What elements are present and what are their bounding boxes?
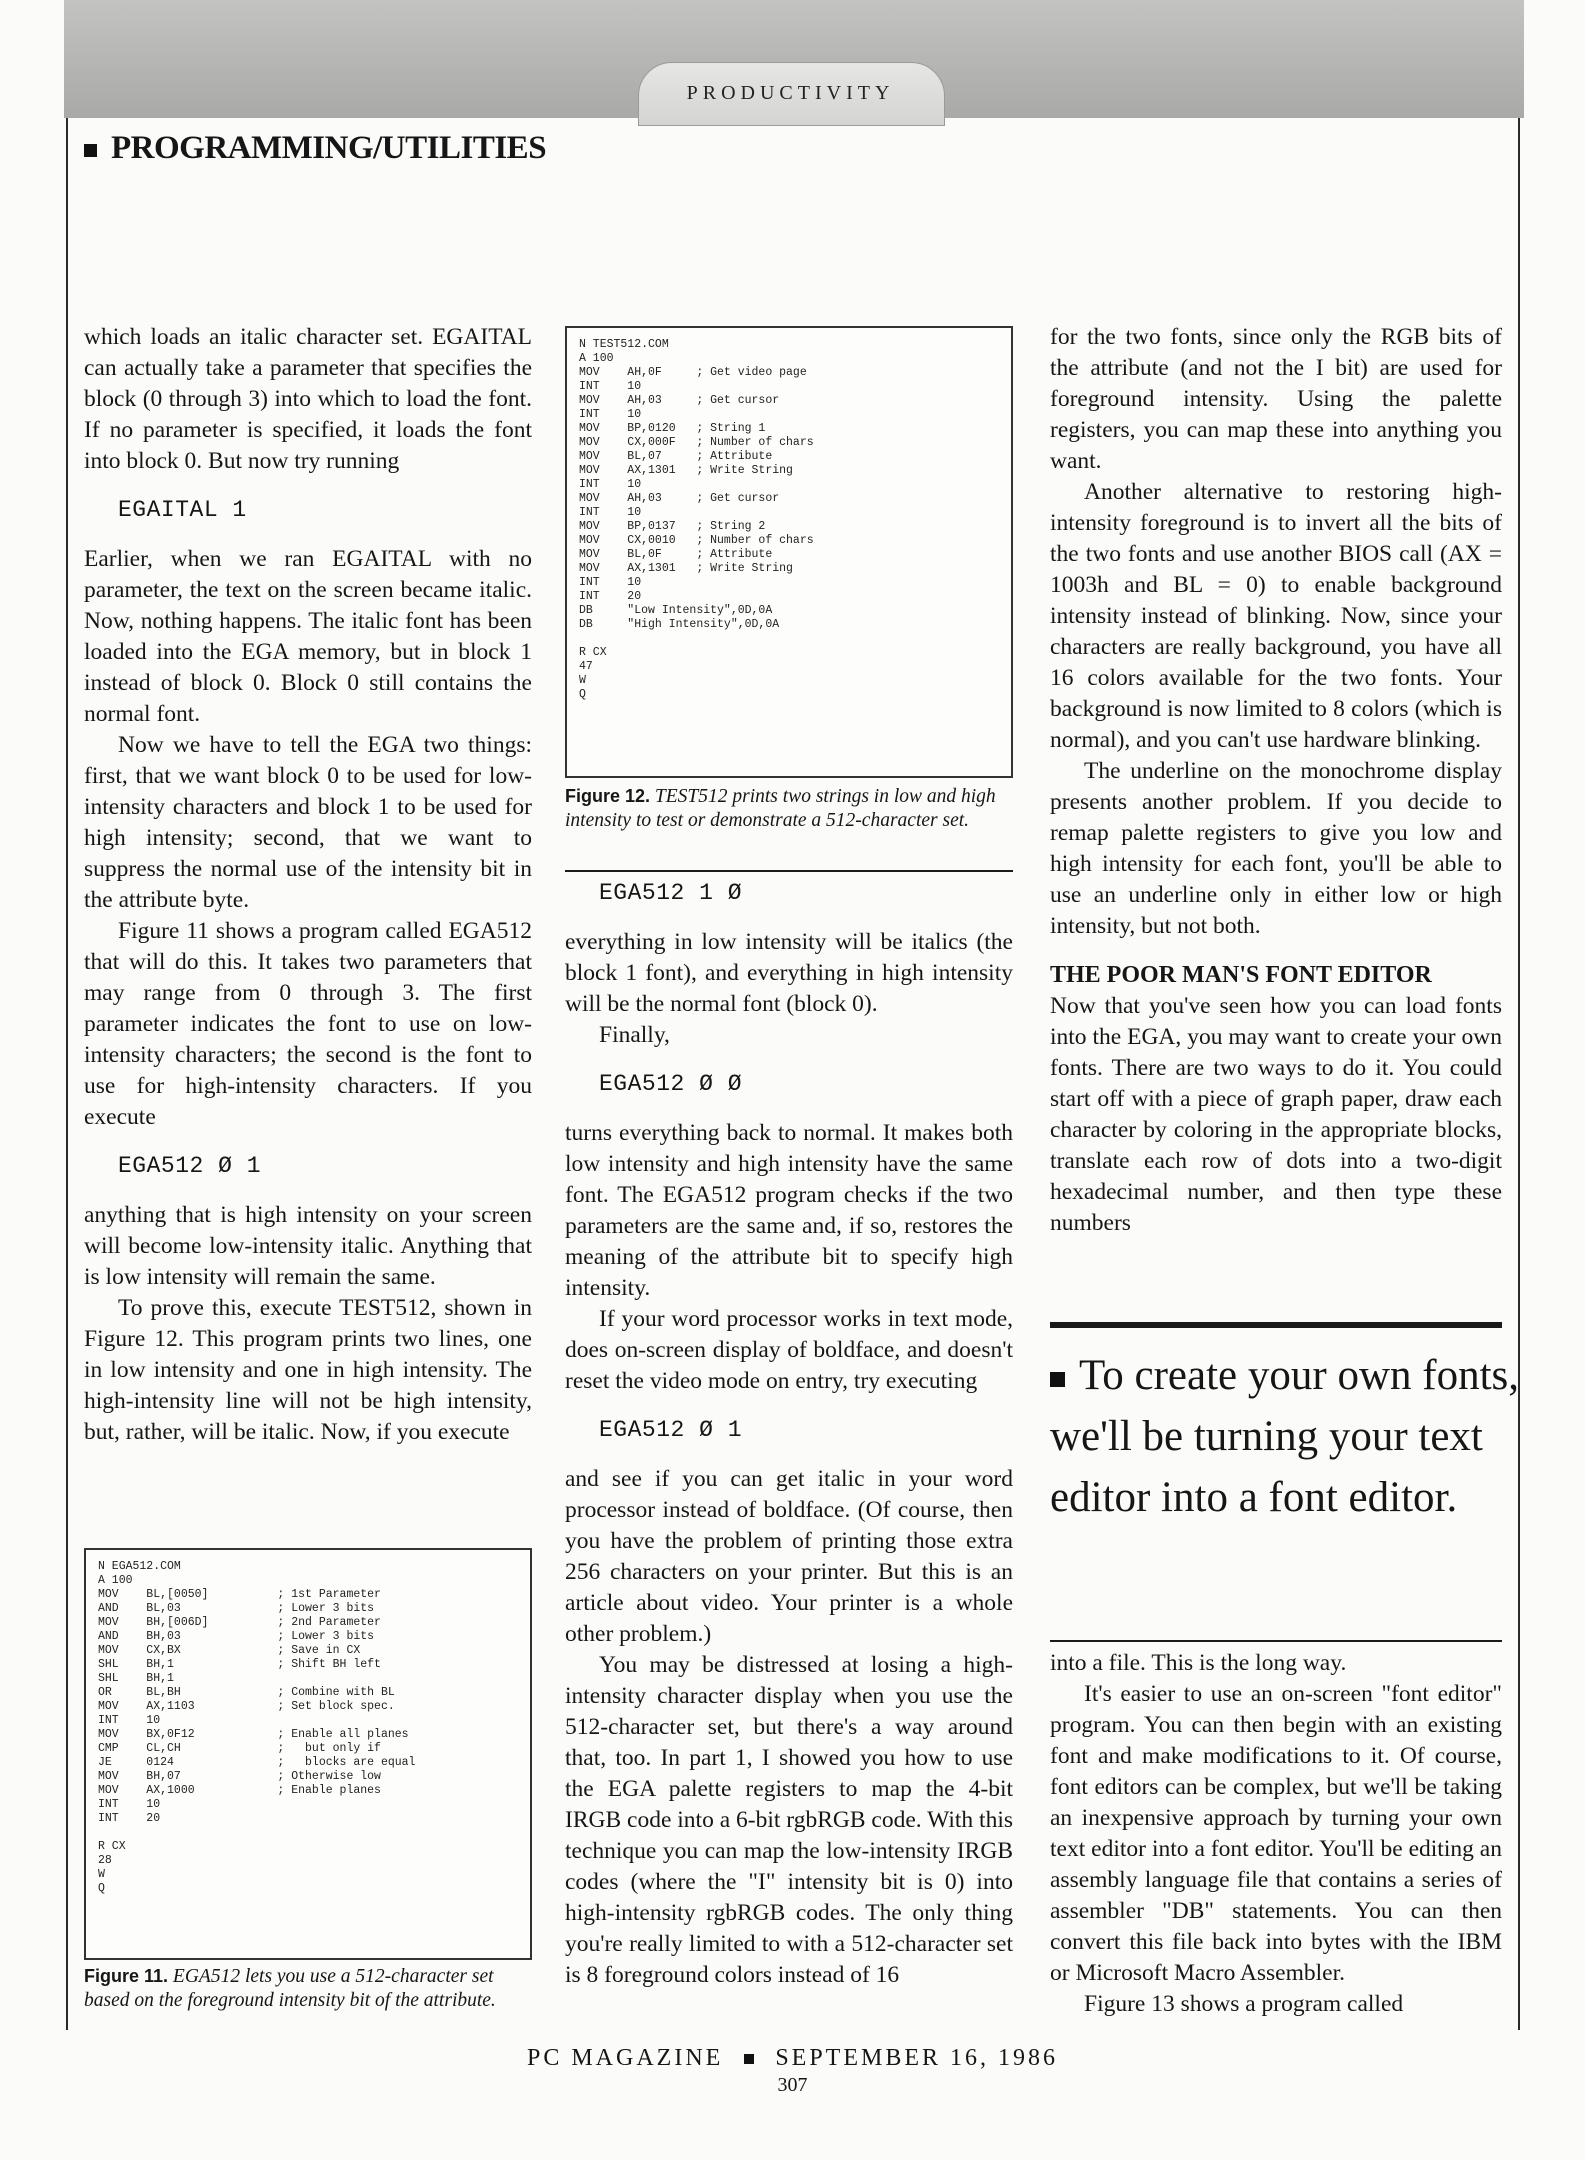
code-listing-line: N TEST512.COM bbox=[579, 338, 669, 351]
paragraph: Figure 13 shows a program called bbox=[1084, 1991, 1404, 2017]
paragraph: which loads an italic character set. EGAITAL can actually take a parameter that specifies the block (0 through 3) into which to load the font. If no parameter is specified, it loads the font into block 0. But now try running bbox=[84, 324, 532, 474]
code-listing-line: MOV BH,07 ; Otherwise low bbox=[98, 1770, 381, 1783]
code-listing-line: AND BH,03 ; Lower 3 bits bbox=[98, 1630, 375, 1643]
figure-12-listing bbox=[565, 326, 1013, 778]
paragraph: into a file. This is the long way. bbox=[1050, 1650, 1347, 1676]
code-listing-line: INT 10 bbox=[579, 408, 642, 421]
bullet-square-icon bbox=[744, 2054, 754, 2064]
paragraph: anything that is high intensity on your screen will become low-intensity italic. Anything that is low intensity will remain the same. bbox=[84, 1202, 532, 1290]
paragraph: Now we have to tell the EGA two things: first, that we want block 0 to be used for low-intensity characters and block 1 to be used for high intensity; second, that we want to suppress the normal use of the intensity bit in the attribute byte. bbox=[84, 732, 532, 913]
code-listing-line: Q bbox=[98, 1882, 105, 1895]
code-listing-line: MOV BL,[0050] ; 1st Parameter bbox=[98, 1588, 381, 1601]
code-listing-line: MOV CX,000F ; Number of chars bbox=[579, 436, 814, 449]
section-title-text: PROGRAMMING/UTILITIES bbox=[111, 130, 547, 166]
code-listing-line bbox=[579, 632, 999, 646]
paragraph: Figure 11 shows a program called EGA512 that will do this. It takes two parameters that may range from 0 through 3. The first parameter indicates the font to use on low-intensity characters; the second is the font to use for high-intensity characters. If you execute bbox=[84, 918, 532, 1130]
code-listing-line: 47 bbox=[579, 660, 593, 673]
left-margin-rule bbox=[66, 118, 68, 2030]
code-listing-line: Q bbox=[579, 688, 586, 701]
paragraph: If your word processor works in text mode, does on-screen display of boldface, and doesn't reset the video mode on entry, try executing bbox=[565, 1306, 1013, 1394]
code-listing-line: N EGA512.COM bbox=[98, 1560, 181, 1573]
section-title bbox=[84, 130, 546, 167]
code-listing-line: MOV AH,03 ; Get cursor bbox=[579, 394, 780, 407]
code-listing-line: INT 10 bbox=[579, 576, 642, 589]
code-line: EGA512 Ø 1 bbox=[118, 1153, 262, 1179]
pull-quote-text: To create your own fonts, we'll be turning your text editor into a font editor. bbox=[1050, 1352, 1519, 1521]
code-line: EGA512 Ø 1 bbox=[599, 1417, 743, 1443]
code-listing-line: DB "High Intensity",0D,0A bbox=[579, 618, 780, 631]
figure-label: Figure 12. bbox=[565, 786, 651, 806]
pull-quote bbox=[1050, 1345, 1520, 1528]
code-listing-line: INT 10 bbox=[579, 478, 642, 491]
pullquote-top-rule bbox=[1050, 1322, 1502, 1328]
code-listing-line: INT 20 bbox=[579, 590, 642, 603]
code-listing-line: CMP CL,CH ; but only if bbox=[98, 1742, 381, 1755]
code-listing-line: DB "Low Intensity",0D,0A bbox=[579, 604, 773, 617]
paragraph: for the two fonts, since only the RGB bits of the attribute (and not the I bit) are used for foreground intensity. Using the palette registers, you can map these into anything you want. bbox=[1050, 324, 1502, 474]
code-listing-line: JE 0124 ; blocks are equal bbox=[98, 1756, 416, 1769]
code-listing-line: MOV BP,0137 ; String 2 bbox=[579, 520, 766, 533]
code-listing-line: MOV BL,0F ; Attribute bbox=[579, 548, 773, 561]
code-listing-line: AND BL,03 ; Lower 3 bits bbox=[98, 1602, 375, 1615]
code-listing-line: MOV BL,07 ; Attribute bbox=[579, 450, 773, 463]
code-listing-line: A 100 bbox=[579, 352, 614, 365]
code-listing-line: MOV BH,[006D] ; 2nd Parameter bbox=[98, 1616, 381, 1629]
code-listing-line bbox=[98, 1826, 518, 1840]
column-2 bbox=[565, 872, 1013, 1991]
code-listing-line: MOV AX,1301 ; Write String bbox=[579, 562, 793, 575]
code-listing-line: W bbox=[579, 674, 586, 687]
figure-12-caption bbox=[565, 784, 1013, 833]
subhead: THE POOR MAN'S FONT EDITOR bbox=[1050, 962, 1432, 988]
issue-date: SEPTEMBER 16, 1986 bbox=[775, 2045, 1059, 2071]
code-listing-line: INT 20 bbox=[98, 1812, 161, 1825]
column-1 bbox=[84, 322, 532, 1448]
paragraph: To prove this, execute TEST512, shown in Figure 12. This program prints two lines, one in low intensity and one in high intensity. The high-intensity line will not be high intensity, but, rather, will be italic. Now, if you execute bbox=[84, 1295, 532, 1445]
code-listing-line: MOV AX,1103 ; Set block spec. bbox=[98, 1700, 395, 1713]
code-listing-line: SHL BH,1 bbox=[98, 1672, 174, 1685]
column-3-bottom bbox=[1050, 1648, 1502, 2020]
page-footer bbox=[0, 2045, 1585, 2072]
code-listing-line: SHL BH,1 ; Shift BH left bbox=[98, 1658, 381, 1671]
paragraph: Earlier, when we ran EGAITAL with no parameter, the text on the screen became italic. Now, nothing happens. The italic font has been loaded into the EGA memory, but in block 1 instead of block 0. Block 0 still contains the normal font. bbox=[84, 546, 532, 727]
code-listing-line: INT 10 bbox=[579, 506, 642, 519]
figure-11-caption bbox=[84, 1964, 532, 2013]
paragraph: turns everything back to normal. It makes both low intensity and high intensity have the same font. The EGA512 program checks if the two parameters are the same and, if so, restores the meaning of the attribute bit to specify high intensity. bbox=[565, 1120, 1013, 1301]
section-kicker: PRODUCTIVITY bbox=[686, 82, 895, 104]
code-line: EGA512 Ø Ø bbox=[599, 1071, 743, 1097]
code-listing-line: MOV AX,1000 ; Enable planes bbox=[98, 1784, 381, 1797]
paragraph: The underline on the monochrome display presents another problem. If you decide to remap palette registers to give you low and high intensity for each font, you'll be able to use an underline only in either low or high intensity, but not both. bbox=[1050, 758, 1502, 939]
code-listing-line: OR BL,BH ; Combine with BL bbox=[98, 1686, 395, 1699]
code-listing-line: 28 bbox=[98, 1854, 112, 1867]
paragraph: Another alternative to restoring high-intensity foreground is to invert all the bits of the two fonts and use another BIOS call (AX = 1003h and BL = 0) to enable background intensity instead of blinking. Now, since your characters are really background, you have all 16 colors available for the two fonts. Your background is now limited to 8 colors (which is normal), and you can't use hardware blinking. bbox=[1050, 479, 1502, 753]
code-listing-line: MOV CX,BX ; Save in CX bbox=[98, 1644, 361, 1657]
caption-text: EGA512 lets you use a 512-character set based on the foreground intensity bit of the attribute. bbox=[84, 1966, 496, 2011]
code-listing-line: MOV AH,03 ; Get cursor bbox=[579, 492, 780, 505]
code-listing-line: MOV CX,0010 ; Number of chars bbox=[579, 534, 814, 547]
paragraph: Now that you've seen how you can load fonts into the EGA, you may want to create your own fonts. There are two ways to do it. You could start off with a piece of graph paper, draw each character by coloring in the appropriate blocks, translate each row of dots into a two-digit hexadecimal number, and then type these numbers bbox=[1050, 993, 1502, 1236]
pullquote-bottom-rule bbox=[1050, 1640, 1502, 1642]
right-margin-rule bbox=[1518, 118, 1520, 2030]
code-line: EGA512 1 Ø bbox=[599, 880, 743, 906]
code-listing-line: MOV AH,0F ; Get video page bbox=[579, 366, 807, 379]
code-listing-line: MOV BP,0120 ; String 1 bbox=[579, 422, 766, 435]
code-listing-line: INT 10 bbox=[98, 1798, 161, 1811]
paragraph: You may be distressed at losing a high-intensity character display when you use the 512-character set, but there's a way around that, too. In part 1, I showed you how to use the EGA palette registers to map the 4-bit IRGB code into a 6-bit rgbRGB code. With this technique you can map the low-intensity IRGB codes (where the "I" intensity bit is 0) into high-intensity rgbRGB codes. The only thing you're really limited to with a 512-character set is 8 foreground colors instead of 16 bbox=[565, 1652, 1013, 1988]
code-line: EGAITAL 1 bbox=[118, 497, 247, 523]
paragraph: Finally, bbox=[599, 1022, 670, 1048]
magazine-name: PC MAGAZINE bbox=[526, 2045, 724, 2071]
code-listing-line: MOV AX,1301 ; Write String bbox=[579, 464, 793, 477]
caption-text: TEST512 prints two strings in low and high intensity to test or demonstrate a 512-character set. bbox=[565, 786, 996, 831]
paragraph: everything in low intensity will be italics (the block 1 font), and everything in high intensity will be the normal font (block 0). bbox=[565, 929, 1013, 1017]
code-listing-line: R CX bbox=[579, 646, 607, 659]
figure-label: Figure 11. bbox=[84, 1966, 169, 1986]
code-listing-line: INT 10 bbox=[98, 1714, 161, 1727]
paragraph: It's easier to use an on-screen "font editor" program. You can then begin with an existing font and make modifications to it. Of course, font editors can be complex, but we'll be taking an inexpensive approach by turning your own text editor into a font editor. You'll be editing an assembly language file that contains a series of assembler "DB" statements. You can then convert this file back into bytes with the IBM or Microsoft Macro Assembler. bbox=[1050, 1681, 1502, 1986]
code-listing-line: W bbox=[98, 1868, 105, 1881]
page-number: 307 bbox=[777, 2074, 808, 2096]
code-listing-line: A 100 bbox=[98, 1574, 133, 1587]
paragraph: and see if you can get italic in your word processor instead of boldface. (Of course, then you have the problem of printing those extra 256 characters on your printer. But this is an article about video. Your printer is a whole other problem.) bbox=[565, 1466, 1013, 1647]
code-listing-line: R CX bbox=[98, 1840, 126, 1853]
code-listing-line: INT 10 bbox=[579, 380, 642, 393]
figure-11-listing bbox=[84, 1548, 532, 1960]
column-3-top bbox=[1050, 322, 1502, 1239]
code-listing-line: MOV BX,0F12 ; Enable all planes bbox=[98, 1728, 409, 1741]
bullet-square-icon bbox=[1050, 1372, 1065, 1387]
bullet-square-icon bbox=[84, 144, 97, 157]
